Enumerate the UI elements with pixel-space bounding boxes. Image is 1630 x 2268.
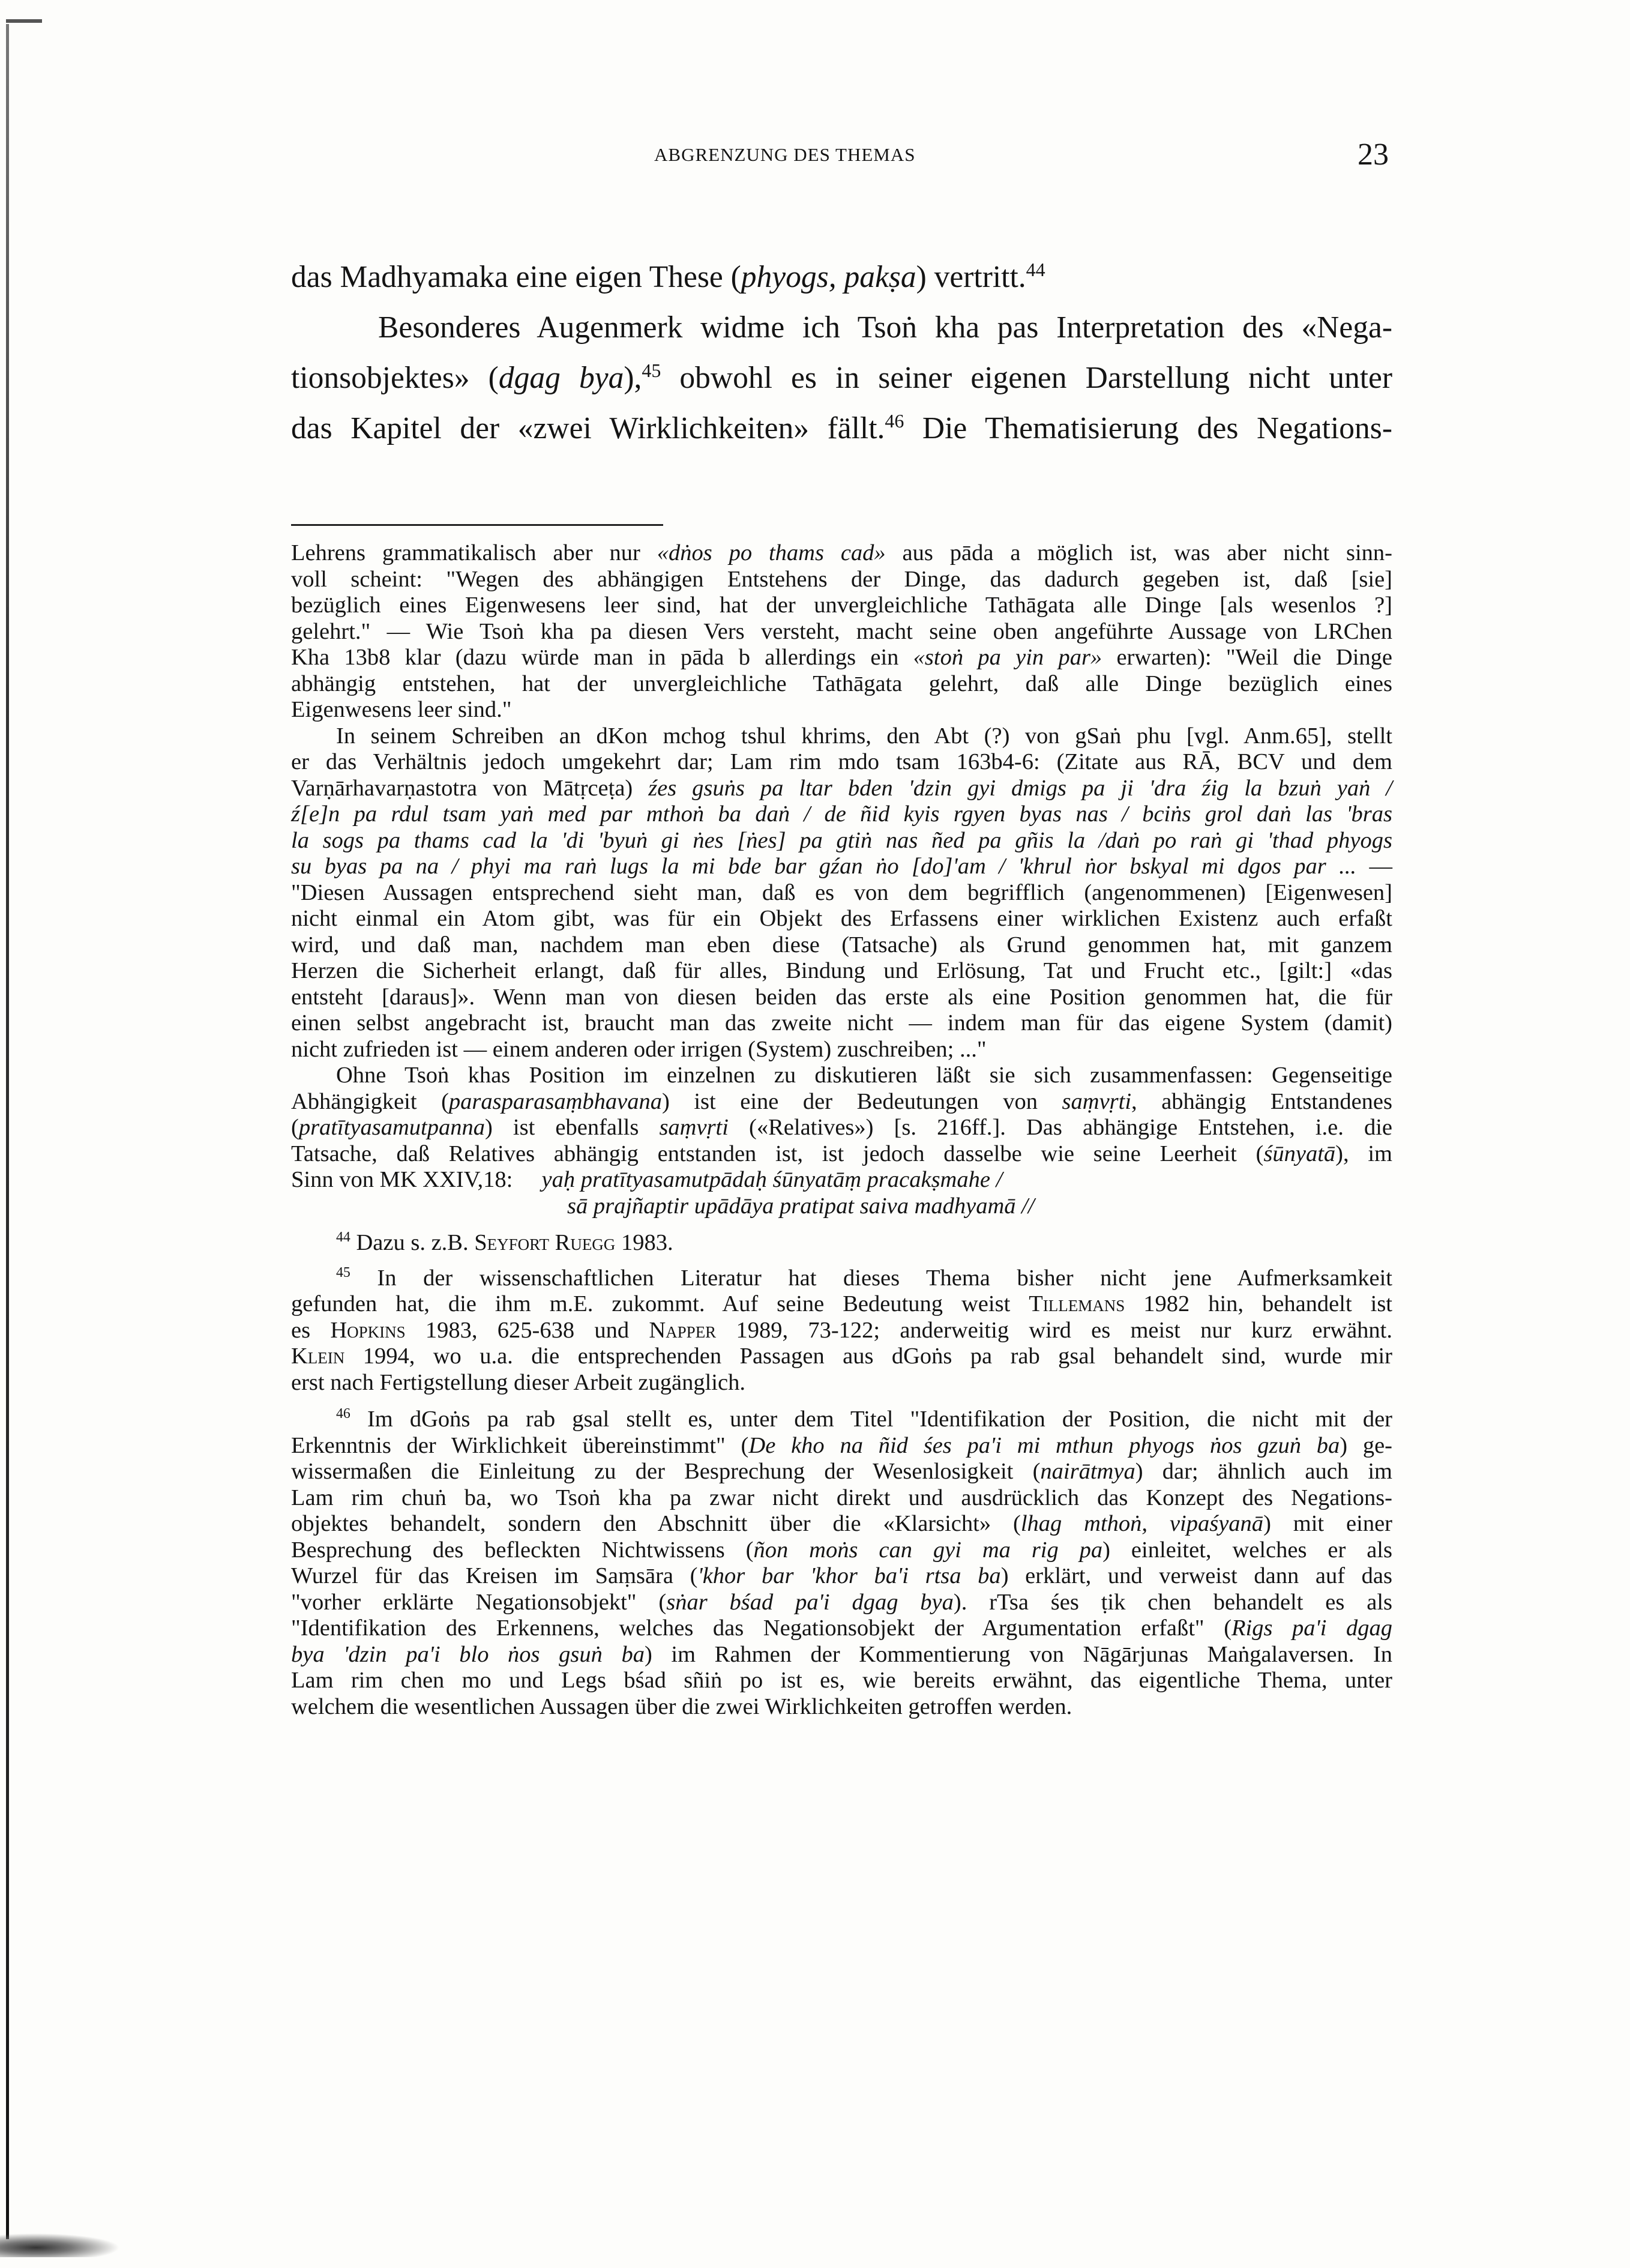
note-line: (pratītyasamutpanna) ist ebenfalls saṃvṛti («Relatives») [s. 216ff.]. Das abhängige Entstehen, i.e. die	[291, 1115, 1392, 1140]
note-line: nicht einmal ein Atom gibt, was für ein Objekt des Erfassens einer wirklichen Existenz auch erfaßt	[291, 906, 1392, 931]
running-title: ABGRENZUNG DES THEMAS	[654, 144, 916, 165]
note-line: "Diesen Aussagen entsprechend sieht man, daß es von dem begrifflich (angenommenen) [Eigenwesen]	[291, 879, 1392, 905]
note-line: Kha 13b8 klar (dazu würde man in pāda b allerdings ein «stoṅ pa yin par» erwarten): "Weil die Dinge	[291, 645, 1393, 670]
body-line: das Kapitel der «zwei Wirklichkeiten» fällt.$^{46}$ Die Thematisierung des Negations-	[291, 410, 1392, 445]
note-line: Lehrens grammatikalisch aber nur «dṅos po thams cad» aus pāda a möglich ist, was aber nicht sinn-	[291, 540, 1393, 565]
footnote-46-line: $^{46}$ Im dGoṅs pa rab gsal stellt es, unter dem Titel "Identifikation der Position, die nicht mit der	[336, 1406, 1392, 1432]
note-line: la sogs pa thams cad la 'di 'byuṅ gi ṅes [ṅes] pa gtiṅ nas ñed pa gñis la /daṅ po raṅ gi 'thad phyogs	[291, 827, 1392, 853]
scan-corner-smudge	[0, 2233, 120, 2257]
footnote-46-line: "Identifikation des Erkennens, welches das Negationsobjekt der Argumentation erfaßt" (Rigs pa'i dgag	[291, 1615, 1392, 1641]
footnote-45-line: $^{45}$ In der wissenschaftlichen Literatur hat dieses Thema bisher nicht jene Aufmerksamkeit	[336, 1264, 1392, 1291]
footnote-46-line: Erkenntnis der Wirklichkeit übereinstimmt" (De kho na ñid śes pa'i mi mthun phyogs ṅos gzuṅ ba) ge-	[291, 1432, 1392, 1458]
footnote-46-line: Wurzel für das Kreisen im Saṃsāra ('khor bar 'khor ba'i rtsa ba) erklärt, und verweist dann auf das	[291, 1563, 1392, 1588]
note-line: In seinem Schreiben an dKon mchog tshul khrims, den Abt (?) von gSaṅ phu [vgl. Anm.65], stellt	[336, 723, 1392, 749]
scan-corner-mark	[6, 19, 42, 23]
footnote-46-line: Lam rim chuṅ ba, wo Tsoṅ kha pa zwar nicht direkt und ausdrücklich das Konzept des Negations-	[291, 1485, 1392, 1510]
footnote-46-line: wissermaßen die Einleitung zu der Besprechung der Wesenlosigkeit (nairātmya) dar; ähnlich auch im	[291, 1459, 1392, 1484]
main-text	[291, 252, 1392, 454]
note-line: Ohne Tsoṅ khas Position im einzelnen zu diskutieren läßt sie sich zusammenfassen: Gegenseitige	[336, 1063, 1392, 1088]
note-line: einen selbst angebracht ist, braucht man das zweite nicht — indem man für das eigene System (damit)	[291, 1010, 1392, 1036]
note-line: Varṇārhavarṇastotra von Mātṛceṭa) źes gsuṅs pa ltar bden 'dzin gyi dmigs pa ji 'dra źig la bzuṅ yaṅ /	[291, 775, 1393, 801]
note-line: Sinn von MK XXIV,18: yaḥ pratītyasamutpādaḥ śūnyatāṃ pracakṣmahe /	[291, 1167, 1003, 1192]
footnote-46-line: Lam rim chen mo und Legs bśad sñiṅ po ist es, wie bereits erwähnt, das eigentliche Thema, unter	[291, 1668, 1392, 1693]
note-line: nicht zufrieden ist — einem anderen oder irrigen (System) zuschreiben; ..."	[291, 1036, 987, 1062]
note-line: su byas pa na / phyi ma raṅ lugs la mi bde bar gźan ṅo [do]'am / 'khrul ṅor bskyal mi dgos par ... —	[291, 854, 1392, 879]
footnote-44: $^{44}$ Dazu s. z.B. Seyfort Ruegg 1983.	[336, 1229, 673, 1255]
verse-text: sā prajñaptir upādāya pratipat saiva madhyamā //	[567, 1193, 1035, 1219]
note-line: Herzen die Sicherheit erlangt, daß für alles, Bindung und Erlösung, Tat und Frucht etc., [gilt:] «das	[291, 958, 1392, 983]
verse-line	[291, 1193, 1392, 1220]
footnote-separator	[291, 524, 663, 526]
note-line: er das Verhältnis jedoch umgekehrt dar; Lam rim mdo tsam 163b4-6: (Zitate aus RĀ, BCV und dem	[291, 749, 1392, 774]
footnote-46-line: objektes behandelt, sondern den Abschnitt über die «Klarsicht» (lhag mthoṅ, vipaśyanā) mit einer	[291, 1511, 1392, 1536]
note-line: Tatsache, daß Relatives abhängig entstanden ist, ist jedoch dasselbe wie seine Leerheit (śūnyatā), im	[291, 1141, 1392, 1166]
footnote-46-line: bya 'dzin pa'i blo ṅos gsuṅ ba) im Rahmen der Kommentierung von Nāgārjunas Maṅgalaversen. In	[291, 1641, 1392, 1667]
body-line: Besonderes Augenmerk widme ich Tsoṅ kha pas Interpretation des «Nega-	[378, 310, 1392, 345]
footnote-45-line: es Hopkins 1983, 625-638 und Napper 1989, 73-122; anderweitig wird es meist nur kurz erwähnt.	[291, 1317, 1392, 1343]
footnote-45-line: gefunden hat, die ihm m.E. zukommt. Auf seine Bedeutung weist Tillemans 1982 hin, behandelt ist	[291, 1291, 1393, 1316]
note-line: abhängig entstehen, hat der unvergleichliche Tathāgata gelehrt, daß alle Dinge bezüglich eines	[291, 671, 1392, 696]
note-line: Abhängigkeit (parasparasaṃbhavana) ist eine der Bedeutungen von saṃvṛti, abhängig Entstandenes	[291, 1088, 1392, 1114]
body-line: das Madhyamaka eine eigen These (phyogs, pakṣa) vertritt.$^{44}$	[291, 259, 1045, 294]
note-line: Eigenwesens leer sind."	[291, 697, 512, 722]
note-line: ź[e]n pa rdul tsam yaṅ med par mthoṅ ba daṅ / de ñid kyis rgyen byas nas / bciṅs grol daṅ las 'bras	[291, 801, 1392, 827]
scan-binding-edge	[6, 24, 9, 2239]
note-line: gelehrt." — Wie Tsoṅ kha pa diesen Vers versteht, macht seine oben angeführte Aussage von LRChen	[291, 618, 1392, 644]
page-header	[0, 137, 1630, 173]
note-line: entsteht [daraus]». Wenn man von diesen beiden das erste als eine Position genommen hat, die für	[291, 984, 1392, 1010]
footnote-45-line: erst nach Fertigstellung dieser Arbeit zugänglich.	[291, 1369, 745, 1395]
footnote-46-line: Besprechung des befleckten Nichtwissens (ñon moṅs can gyi ma rig pa) einleitet, welches er als	[291, 1537, 1392, 1563]
body-line: tionsobjektes» (dgag bya),$^{45}$ obwohl es in seiner eigenen Darstellung nicht unter	[291, 360, 1393, 395]
footnote-46-line: welchem die wesentlichen Aussagen über die zwei Wirklichkeiten getroffen werden.	[291, 1693, 1072, 1719]
page-number: 23	[1358, 137, 1389, 172]
note-line: voll scheint: "Wegen des abhängigen Entstehens der Dinge, das dadurch gegeben ist, daß [sie]	[291, 566, 1392, 592]
footnote-46-line: "vorher erklärte Negationsobjekt" (sṅar bśad pa'i dgag bya). rTsa śes ṭik chen behandelt es als	[291, 1589, 1392, 1615]
note-line: wird, und daß man, nachdem man eben diese (Tatsache) als Grund genommen hat, mit ganzem	[291, 932, 1392, 958]
footnote-45-line: Klein 1994, wo u.a. die entsprechenden Passagen aus dGoṅs pa rab gsal behandelt sind, wurde mir	[291, 1344, 1392, 1369]
footnotes	[291, 540, 1392, 1720]
note-line: bezüglich eines Eigenwesens leer sind, hat der unvergleichliche Tathāgata alle Dinge [als wesenlos ?]	[291, 593, 1392, 618]
